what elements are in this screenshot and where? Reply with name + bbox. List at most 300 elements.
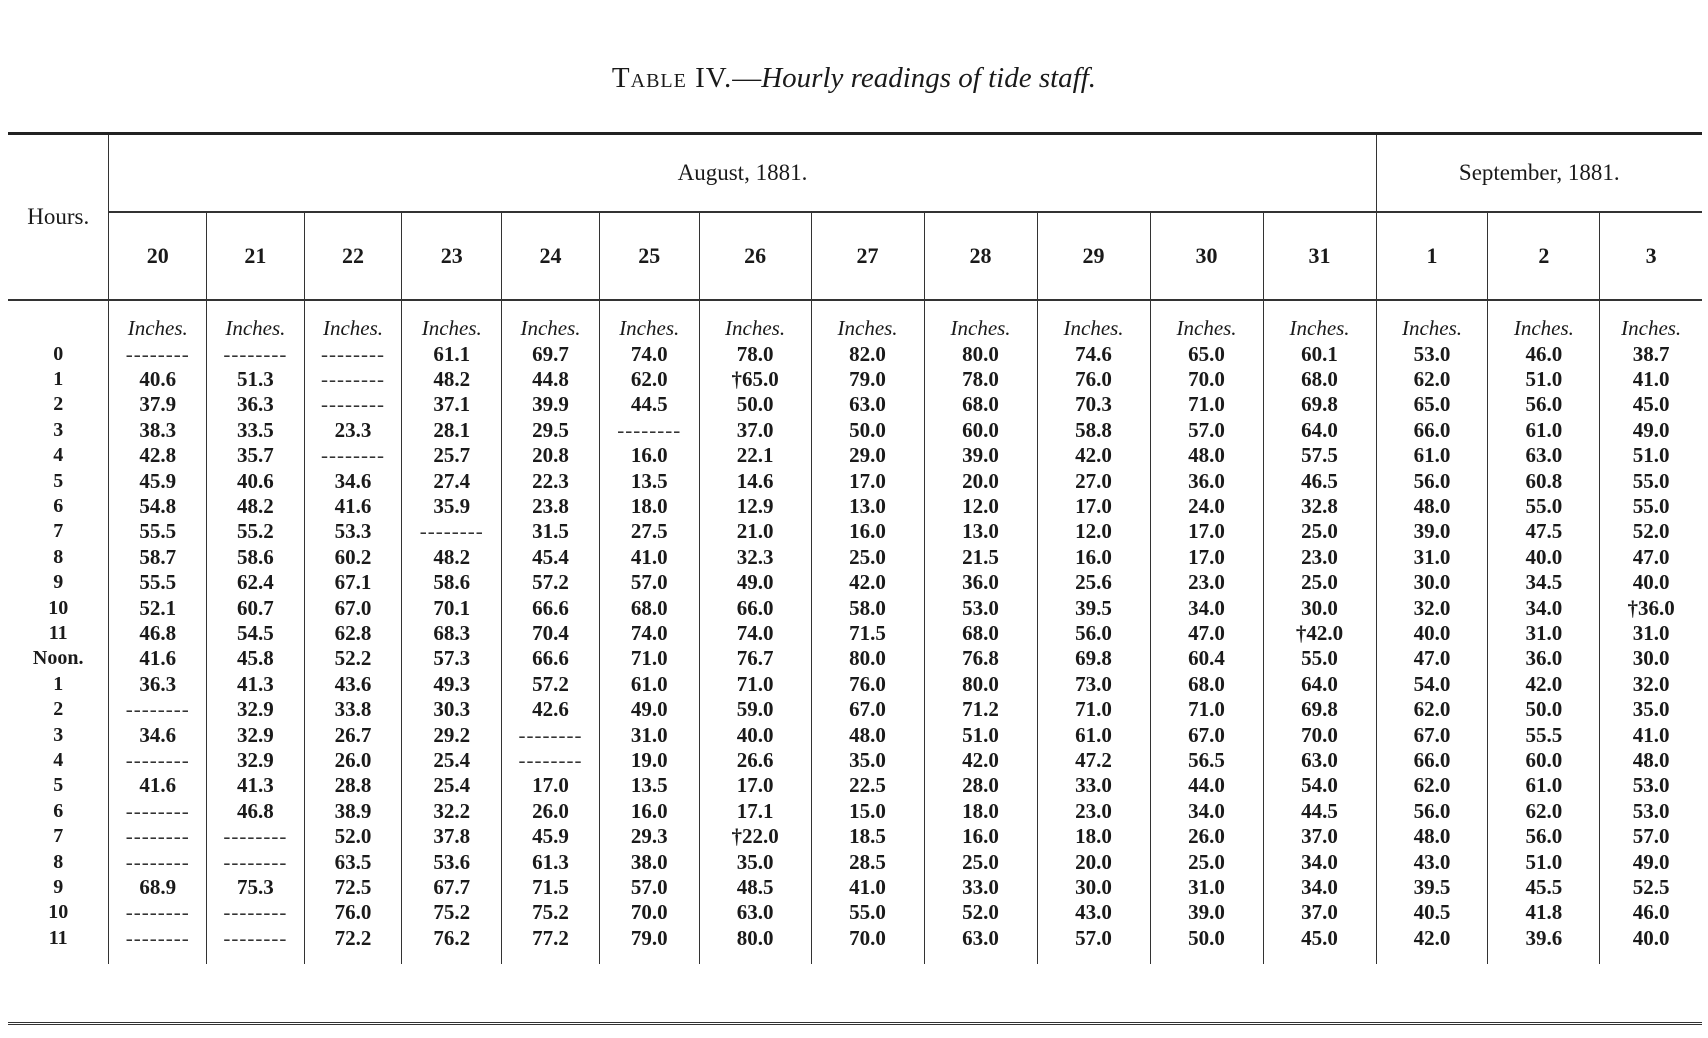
reading-cell: 56.0 bbox=[1376, 468, 1488, 493]
reading-cell: 38.0 bbox=[599, 849, 699, 874]
reading-cell: 55.5 bbox=[109, 570, 207, 595]
table-row bbox=[8, 823, 1702, 848]
table-row bbox=[8, 595, 1702, 620]
reading-cell: 75.2 bbox=[502, 900, 600, 925]
table-row bbox=[8, 570, 1702, 595]
table-row bbox=[8, 773, 1702, 798]
reading-cell: 34.5 bbox=[1488, 570, 1600, 595]
table-row bbox=[8, 747, 1702, 772]
table-row bbox=[8, 798, 1702, 823]
reading-cell: 70.4 bbox=[502, 620, 600, 645]
units-blank-cell bbox=[8, 300, 109, 341]
reading-cell: 29.5 bbox=[502, 417, 600, 442]
reading-cell: 76.7 bbox=[699, 646, 811, 671]
hour-cell: 10 bbox=[8, 900, 109, 925]
reading-cell: 30.0 bbox=[1263, 595, 1376, 620]
hour-cell: 9 bbox=[8, 570, 109, 595]
reading-cell: 18.0 bbox=[599, 493, 699, 518]
reading-cell: 46.0 bbox=[1488, 341, 1600, 366]
reading-cell: 16.0 bbox=[924, 823, 1037, 848]
reading-cell: 41.0 bbox=[1632, 722, 1670, 747]
reading-cell: 46.5 bbox=[1263, 468, 1376, 493]
reading-cell: -------- bbox=[109, 900, 207, 925]
reading-cell: 31.5 bbox=[502, 519, 600, 544]
reading-cell: 54.0 bbox=[1376, 671, 1488, 696]
reading-cell: 38.3 bbox=[109, 417, 207, 442]
reading-cell: 16.0 bbox=[811, 519, 924, 544]
reading-cell: 19.0 bbox=[599, 747, 699, 772]
hour-cell: 9 bbox=[8, 874, 109, 899]
unit-label: Inches. bbox=[402, 300, 502, 341]
table-row bbox=[8, 443, 1702, 468]
reading-cell: 74.0 bbox=[599, 620, 699, 645]
reading-cell: 45.9 bbox=[109, 468, 207, 493]
reading-cell: 29.3 bbox=[599, 823, 699, 848]
reading-cell: -------- bbox=[304, 392, 402, 417]
reading-cell: 68.3 bbox=[402, 620, 502, 645]
reading-cell: -------- bbox=[109, 747, 207, 772]
reading-cell: 75.3 bbox=[207, 874, 305, 899]
reading-cell: 44.5 bbox=[599, 392, 699, 417]
reading-cell: 34.6 bbox=[304, 468, 402, 493]
reading-cell: 60.0 bbox=[1488, 747, 1600, 772]
reading-cell: 45.9 bbox=[502, 823, 600, 848]
reading-cell: 68.0 bbox=[924, 392, 1037, 417]
reading-cell: 54.0 bbox=[1263, 773, 1376, 798]
reading-cell: 23.0 bbox=[1150, 570, 1263, 595]
reading-cell: 62.4 bbox=[207, 570, 305, 595]
reading-cell: 60.0 bbox=[924, 417, 1037, 442]
reading-cell: 70.0 bbox=[599, 900, 699, 925]
reading-cell: 67.7 bbox=[402, 874, 502, 899]
reading-cell: 49.3 bbox=[402, 671, 502, 696]
reading-cell: 74.0 bbox=[599, 341, 699, 366]
reading-cell: 68.0 bbox=[1150, 671, 1263, 696]
day-header: 1 bbox=[1376, 212, 1488, 300]
reading-cell: 46.8 bbox=[109, 620, 207, 645]
bottom-rule bbox=[8, 1022, 1702, 1025]
reading-cell: -------- bbox=[109, 341, 207, 366]
reading-cell: 73.0 bbox=[1037, 671, 1150, 696]
reading-cell: 13.0 bbox=[811, 493, 924, 518]
reading-cell: 55.2 bbox=[207, 519, 305, 544]
reading-cell: 56.0 bbox=[1376, 798, 1488, 823]
unit-label: Inches. bbox=[1037, 300, 1150, 341]
reading-cell: 44.5 bbox=[1263, 798, 1376, 823]
reading-cell: 52.0 bbox=[924, 900, 1037, 925]
reading-cell: 54.8 bbox=[109, 493, 207, 518]
reading-cell: 47.0 bbox=[1632, 544, 1670, 569]
reading-cell: 17.0 bbox=[1150, 544, 1263, 569]
reading-cell: 25.4 bbox=[402, 773, 502, 798]
reading-cell: 31.0 bbox=[599, 722, 699, 747]
reading-cell: 40.0 bbox=[1488, 544, 1600, 569]
unit-label: Inches. bbox=[1621, 316, 1682, 340]
table-row bbox=[8, 671, 1702, 696]
hour-cell: 11 bbox=[8, 925, 109, 964]
reading-cell: 63.5 bbox=[304, 849, 402, 874]
reading-cell: 76.0 bbox=[811, 671, 924, 696]
reading-cell: 80.0 bbox=[811, 646, 924, 671]
reading-cell: 45.0 bbox=[1632, 392, 1670, 417]
reading-cell: 76.0 bbox=[304, 900, 402, 925]
reading-cell: 48.2 bbox=[207, 493, 305, 518]
reading-cell: †36.0 bbox=[1627, 595, 1675, 620]
reading-cell: 58.0 bbox=[811, 595, 924, 620]
reading-cell: 18.5 bbox=[811, 823, 924, 848]
reading-cell: 33.0 bbox=[1037, 773, 1150, 798]
reading-cell: 27.4 bbox=[402, 468, 502, 493]
reading-cell: 70.0 bbox=[1263, 722, 1376, 747]
reading-cell: 66.0 bbox=[1376, 747, 1488, 772]
reading-cell: 53.6 bbox=[402, 849, 502, 874]
reading-cell: 43.0 bbox=[1376, 849, 1488, 874]
day-header: 21 bbox=[207, 212, 305, 300]
month-header-september: September, 1881. bbox=[1376, 134, 1702, 213]
reading-cell: 49.0 bbox=[699, 570, 811, 595]
day-header: 30 bbox=[1150, 212, 1263, 300]
reading-cell: -------- bbox=[207, 849, 305, 874]
hour-cell: 10 bbox=[8, 595, 109, 620]
reading-cell: 37.8 bbox=[402, 823, 502, 848]
reading-cell: 70.1 bbox=[402, 595, 502, 620]
reading-cell: 61.0 bbox=[1488, 417, 1600, 442]
reading-cell: 57.0 bbox=[599, 874, 699, 899]
hour-cell: 8 bbox=[8, 544, 109, 569]
reading-cell: 31.0 bbox=[1488, 620, 1600, 645]
reading-cell: 53.0 bbox=[1376, 341, 1488, 366]
reading-cell: 62.0 bbox=[1376, 366, 1488, 391]
reading-cell: 35.7 bbox=[207, 443, 305, 468]
reading-cell: 17.0 bbox=[699, 773, 811, 798]
reading-cell: 48.0 bbox=[1376, 823, 1488, 848]
unit-label: Inches. bbox=[304, 300, 402, 341]
reading-cell: 39.6 bbox=[1488, 925, 1600, 964]
table-row bbox=[8, 696, 1702, 721]
hour-cell: 5 bbox=[8, 773, 109, 798]
reading-cell: 31.0 bbox=[1632, 620, 1670, 645]
table-title bbox=[0, 62, 1708, 95]
reading-cell: 52.1 bbox=[109, 595, 207, 620]
reading-cell: 42.0 bbox=[924, 747, 1037, 772]
reading-cell: 15.0 bbox=[811, 798, 924, 823]
reading-cell: 62.0 bbox=[1488, 798, 1600, 823]
reading-cell: 33.0 bbox=[924, 874, 1037, 899]
reading-cell: 18.0 bbox=[1037, 823, 1150, 848]
reading-cell: 53.0 bbox=[1632, 773, 1670, 798]
reading-cell: 68.9 bbox=[109, 874, 207, 899]
reading-cell: 48.2 bbox=[402, 544, 502, 569]
reading-cell: 43.6 bbox=[304, 671, 402, 696]
reading-cell: 71.5 bbox=[502, 874, 600, 899]
reading-cell: 48.5 bbox=[699, 874, 811, 899]
reading-cell: 17.0 bbox=[502, 773, 600, 798]
reading-cell: 17.0 bbox=[1037, 493, 1150, 518]
reading-cell: 35.0 bbox=[699, 849, 811, 874]
reading-cell: 70.3 bbox=[1037, 392, 1150, 417]
table-row bbox=[8, 493, 1702, 518]
reading-cell: 35.0 bbox=[1632, 697, 1670, 722]
reading-cell: 77.2 bbox=[502, 925, 600, 964]
reading-cell: 16.0 bbox=[599, 443, 699, 468]
reading-cell: 36.3 bbox=[207, 392, 305, 417]
reading-cell: 52.0 bbox=[304, 823, 402, 848]
reading-cell: 68.0 bbox=[924, 620, 1037, 645]
reading-cell: 35.9 bbox=[402, 493, 502, 518]
day-header-row bbox=[8, 212, 1702, 300]
reading-cell: 24.0 bbox=[1150, 493, 1263, 518]
reading-cell: 31.0 bbox=[1376, 544, 1488, 569]
hour-cell: 4 bbox=[8, 747, 109, 772]
unit-label: Inches. bbox=[1376, 300, 1488, 341]
day-header: 27 bbox=[811, 212, 924, 300]
hour-cell: 2 bbox=[8, 696, 109, 721]
reading-cell: 55.0 bbox=[1632, 468, 1670, 493]
reading-cell: 41.6 bbox=[109, 773, 207, 798]
reading-cell: 69.8 bbox=[1263, 696, 1376, 721]
reading-cell: 30.0 bbox=[1037, 874, 1150, 899]
unit-label: Inches. bbox=[502, 300, 600, 341]
hour-cell: Noon. bbox=[8, 646, 109, 671]
reading-cell: 20.8 bbox=[502, 443, 600, 468]
reading-cell: 13.0 bbox=[924, 519, 1037, 544]
table-row bbox=[8, 874, 1702, 899]
reading-cell: 23.3 bbox=[304, 417, 402, 442]
reading-cell: 60.7 bbox=[207, 595, 305, 620]
reading-cell: 47.0 bbox=[1150, 620, 1263, 645]
reading-cell: 45.8 bbox=[207, 646, 305, 671]
reading-cell: 49.0 bbox=[1632, 417, 1670, 442]
reading-cell: 53.3 bbox=[304, 519, 402, 544]
reading-cell: 32.3 bbox=[699, 544, 811, 569]
reading-cell: 28.8 bbox=[304, 773, 402, 798]
reading-cell: 79.0 bbox=[811, 366, 924, 391]
table-row bbox=[8, 646, 1702, 671]
reading-cell: 40.0 bbox=[1632, 570, 1670, 595]
day-header: 29 bbox=[1037, 212, 1150, 300]
reading-cell: 17.0 bbox=[1150, 519, 1263, 544]
reading-cell: 64.0 bbox=[1263, 671, 1376, 696]
reading-cell: -------- bbox=[109, 925, 207, 964]
unit-label: Inches. bbox=[699, 300, 811, 341]
reading-cell: 37.0 bbox=[1263, 900, 1376, 925]
day-header: 25 bbox=[599, 212, 699, 300]
reading-cell: 22.5 bbox=[811, 773, 924, 798]
reading-cell: 26.0 bbox=[304, 747, 402, 772]
reading-cell: 69.8 bbox=[1037, 646, 1150, 671]
reading-cell: 38.9 bbox=[304, 798, 402, 823]
reading-cell: -------- bbox=[207, 925, 305, 964]
reading-cell: 52.5 bbox=[1632, 874, 1670, 899]
reading-cell: 63.0 bbox=[1263, 747, 1376, 772]
reading-cell: 26.0 bbox=[1150, 823, 1263, 848]
reading-cell: 27.0 bbox=[1037, 468, 1150, 493]
reading-cell: 64.0 bbox=[1263, 417, 1376, 442]
reading-cell: 56.5 bbox=[1150, 747, 1263, 772]
table-label: Table IV. bbox=[611, 62, 733, 94]
reading-cell: 34.0 bbox=[1150, 798, 1263, 823]
reading-cell: 57.2 bbox=[502, 671, 600, 696]
reading-cell: 39.0 bbox=[924, 443, 1037, 468]
reading-cell: 14.6 bbox=[699, 468, 811, 493]
unit-label: Inches. bbox=[1263, 300, 1376, 341]
reading-cell: 60.1 bbox=[1263, 341, 1376, 366]
reading-cell: 26.6 bbox=[699, 747, 811, 772]
reading-cell: 49.0 bbox=[1632, 849, 1670, 874]
reading-cell: †65.0 bbox=[699, 366, 811, 391]
reading-cell: 57.3 bbox=[402, 646, 502, 671]
table-row bbox=[8, 900, 1702, 925]
reading-cell: -------- bbox=[109, 823, 207, 848]
table-row bbox=[8, 519, 1702, 544]
reading-cell: 53.0 bbox=[1632, 798, 1670, 823]
reading-cell: 38.7 bbox=[1632, 341, 1670, 366]
reading-cell: 71.0 bbox=[1150, 696, 1263, 721]
reading-cell: 42.0 bbox=[1376, 925, 1488, 964]
reading-cell: 42.6 bbox=[502, 696, 600, 721]
reading-cell: 17.1 bbox=[699, 798, 811, 823]
reading-cell: 66.6 bbox=[502, 646, 600, 671]
table-row bbox=[8, 849, 1702, 874]
reading-cell: -------- bbox=[109, 798, 207, 823]
reading-cell: 25.4 bbox=[402, 747, 502, 772]
hour-cell: 1 bbox=[8, 366, 109, 391]
month-header-august: August, 1881. bbox=[109, 134, 1376, 213]
reading-cell: 55.0 bbox=[811, 900, 924, 925]
reading-cell: 53.0 bbox=[924, 595, 1037, 620]
reading-cell: 32.9 bbox=[207, 722, 305, 747]
reading-cell: 63.0 bbox=[699, 900, 811, 925]
reading-cell: 34.0 bbox=[1263, 849, 1376, 874]
reading-cell: 20.0 bbox=[924, 468, 1037, 493]
reading-cell: 25.7 bbox=[402, 443, 502, 468]
reading-cell: 56.0 bbox=[1488, 823, 1600, 848]
table-row bbox=[8, 620, 1702, 645]
reading-cell: 16.0 bbox=[1037, 544, 1150, 569]
reading-cell: 67.1 bbox=[304, 570, 402, 595]
day-header: 23 bbox=[402, 212, 502, 300]
reading-cell: 39.0 bbox=[1376, 519, 1488, 544]
reading-cell: 76.0 bbox=[1037, 366, 1150, 391]
table-row bbox=[8, 341, 1702, 366]
reading-cell: 28.0 bbox=[924, 773, 1037, 798]
reading-cell: 41.8 bbox=[1488, 900, 1600, 925]
reading-cell: 67.0 bbox=[304, 595, 402, 620]
reading-cell: 66.0 bbox=[1376, 417, 1488, 442]
table-row bbox=[8, 468, 1702, 493]
reading-cell: 23.8 bbox=[502, 493, 600, 518]
reading-cell: 67.0 bbox=[1376, 722, 1488, 747]
reading-cell: 34.0 bbox=[1263, 874, 1376, 899]
reading-cell: 33.5 bbox=[207, 417, 305, 442]
reading-cell: 42.0 bbox=[811, 570, 924, 595]
reading-cell: 78.0 bbox=[924, 366, 1037, 391]
reading-cell: 36.0 bbox=[924, 570, 1037, 595]
reading-cell: 52.0 bbox=[1632, 519, 1670, 544]
reading-cell: 25.0 bbox=[811, 544, 924, 569]
reading-cell: 22.3 bbox=[502, 468, 600, 493]
reading-cell: 30.0 bbox=[1376, 570, 1488, 595]
reading-cell: 69.7 bbox=[502, 341, 600, 366]
reading-cell: 54.5 bbox=[207, 620, 305, 645]
reading-cell: 61.0 bbox=[1037, 722, 1150, 747]
reading-cell: 43.0 bbox=[1037, 900, 1150, 925]
tide-readings-table bbox=[8, 132, 1702, 964]
reading-cell: 41.3 bbox=[207, 671, 305, 696]
reading-cell: 30.0 bbox=[1632, 646, 1670, 671]
reading-cell: 76.8 bbox=[924, 646, 1037, 671]
reading-cell: 17.0 bbox=[811, 468, 924, 493]
reading-cell: 41.0 bbox=[811, 874, 924, 899]
reading-cell: 78.0 bbox=[699, 341, 811, 366]
reading-cell: -------- bbox=[304, 443, 402, 468]
reading-cell: 51.0 bbox=[1632, 443, 1670, 468]
reading-cell: 51.3 bbox=[207, 366, 305, 391]
reading-cell: 55.5 bbox=[1488, 722, 1600, 747]
reading-cell: 57.5 bbox=[1263, 443, 1376, 468]
reading-cell: 44.8 bbox=[502, 366, 600, 391]
reading-cell: 62.8 bbox=[304, 620, 402, 645]
reading-cell: 71.2 bbox=[924, 696, 1037, 721]
reading-cell: 32.9 bbox=[207, 747, 305, 772]
hour-cell: 5 bbox=[8, 468, 109, 493]
table-row bbox=[8, 366, 1702, 391]
reading-cell: 62.0 bbox=[1376, 773, 1488, 798]
reading-cell: 82.0 bbox=[811, 341, 924, 366]
reading-cell: 80.0 bbox=[924, 671, 1037, 696]
reading-cell: -------- bbox=[502, 747, 600, 772]
reading-cell: 55.0 bbox=[1488, 493, 1600, 518]
reading-cell: 21.5 bbox=[924, 544, 1037, 569]
reading-cell: 56.0 bbox=[1488, 392, 1600, 417]
reading-cell: 74.6 bbox=[1037, 341, 1150, 366]
reading-cell: 46.8 bbox=[207, 798, 305, 823]
reading-cell: 34.6 bbox=[109, 722, 207, 747]
reading-cell: 42.0 bbox=[1488, 671, 1600, 696]
reading-cell: 27.5 bbox=[599, 519, 699, 544]
reading-cell: -------- bbox=[109, 696, 207, 721]
reading-cell: 71.5 bbox=[811, 620, 924, 645]
reading-cell: 21.0 bbox=[699, 519, 811, 544]
reading-cell: 62.0 bbox=[1376, 696, 1488, 721]
reading-cell: 75.2 bbox=[402, 900, 502, 925]
hour-cell: 7 bbox=[8, 519, 109, 544]
reading-cell: 12.9 bbox=[699, 493, 811, 518]
reading-cell: 25.0 bbox=[1263, 519, 1376, 544]
hour-cell: 11 bbox=[8, 620, 109, 645]
reading-cell: 71.0 bbox=[599, 646, 699, 671]
reading-cell: 28.1 bbox=[402, 417, 502, 442]
reading-cell: 22.1 bbox=[699, 443, 811, 468]
reading-cell: 25.0 bbox=[1150, 849, 1263, 874]
unit-label: Inches. bbox=[207, 300, 305, 341]
table-caption: Hourly readings of tide staff. bbox=[761, 62, 1097, 94]
reading-cell: 18.0 bbox=[924, 798, 1037, 823]
reading-cell: 71.0 bbox=[1037, 696, 1150, 721]
hour-cell: 2 bbox=[8, 392, 109, 417]
reading-cell: 48.0 bbox=[811, 722, 924, 747]
reading-cell: 51.0 bbox=[1488, 366, 1600, 391]
reading-cell: 45.0 bbox=[1263, 925, 1376, 964]
reading-cell: 57.0 bbox=[1150, 417, 1263, 442]
hour-cell: 1 bbox=[8, 671, 109, 696]
table-row bbox=[8, 544, 1702, 569]
reading-cell: 63.0 bbox=[924, 925, 1037, 964]
reading-cell: 71.0 bbox=[1150, 392, 1263, 417]
reading-cell: 39.5 bbox=[1037, 595, 1150, 620]
reading-cell: 47.0 bbox=[1376, 646, 1488, 671]
hour-cell: 6 bbox=[8, 798, 109, 823]
